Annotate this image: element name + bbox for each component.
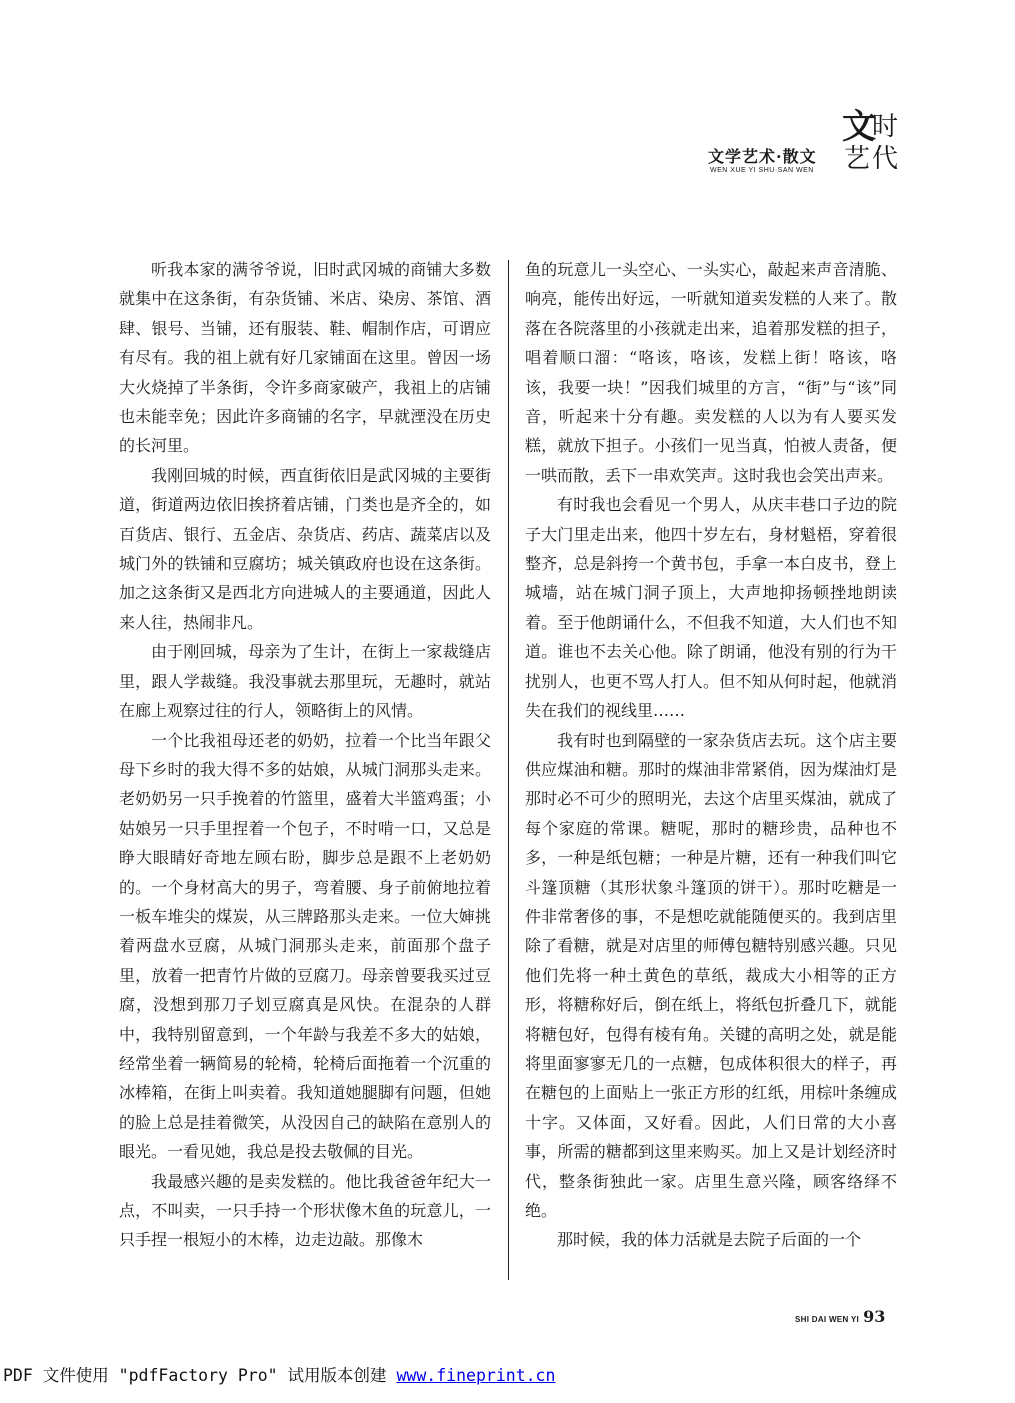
footer-link[interactable]: www.fineprint.cn (396, 1366, 556, 1385)
section-title: 文学艺术·散文 (708, 147, 817, 166)
section-header (700, 107, 910, 180)
paragraph: 我刚回城的时候，西直街依旧是武冈城的主要街道，街道两边依旧挨挤着店铺，门类也是齐全的，如百货店、银行、五金店、杂货店、药店、蔬菜店以及城门外的铁铺和豆腐坊；城关镇政府也设在这条街。加之这条街又是西北方向进城人的主要通道，因此人来人往，热闹非凡。 (119, 465, 491, 632)
section-subtitle: WEN XUE YI SHU·SAN WEN (710, 167, 814, 174)
magazine-logo (842, 107, 902, 176)
folio-label: SHI DAI WEN YI (795, 1315, 860, 1324)
paragraph: 我最感兴趣的是卖发糕的。他比我爸爸年纪大一点，不叫卖，一只手持一个形状像木鱼的玩意儿，一只手捏一根短小的木棒，边走边敲。那像木 (119, 1171, 491, 1250)
paragraph: 有时我也会看见一个男人，从庆丰巷口子边的院子大门里走出来，他四十岁左右，身材魁梧，穿着很整齐，总是斜挎一个黄书包，手拿一本白皮书，登上城墙，站在城门洞子顶上，大声地抑扬顿挫地朗读着。至于他朗诵什么，不但我不知道，大人们也不知道。谁也不去关心他。除了朗诵，他没有别的行为干扰别人，也更不骂人打人。但不知从何时起，他就消失在我们的视线里…… (525, 495, 897, 721)
logo-char-shi: 时 (872, 112, 899, 142)
right-column (525, 255, 897, 1255)
logo-char-dai: 代 (872, 144, 899, 174)
paragraph: 听我本家的满爷爷说，旧时武冈城的商铺大多数就集中在这条街，有杂货铺、米店、染房、茶馆、酒肆、银号、当铺，还有服装、鞋、帽制作店，可谓应有尽有。我的祖上就有好几家铺面在这里。曾因一场大火烧掉了半条街，令许多商家破产，我祖上的店铺也未能幸免；因此许多商铺的名字，早就湮没在历史的长河里。 (119, 260, 491, 456)
paragraph: 一个比我祖母还老的奶奶，拉着一个比当年跟父母下乡时的我大得不多的姑娘，从城门洞那头走来。老奶奶另一只手挽着的竹篮里，盛着大半篮鸡蛋；小姑娘另一只手里捏着一个包子，不时啃一口，又总是睁大眼睛好奇地左顾右盼，脚步总是跟不上老奶奶的。一个身材高大的男子，弯着腰、身子前俯地拉着一板车堆尖的煤炭，从三牌路那头走来。一位大婶挑着两盘水豆腐，从城门洞那头走来，前面那个盘子里，放着一把青竹片做的豆腐刀。母亲曾要我买过豆腐，没想到那刀子划豆腐真是风快。在混杂的人群中，我特别留意到，一个年龄与我差不多大的姑娘，经常坐着一辆简易的轮椅，轮椅后面拖着一个沉重的冰棒箱，在街上叫卖着。我知道她腿脚有问题，但她的脸上总是挂着微笑，从没因自己的缺陷在意别人的眼光。一看见她，我总是投去敬佩的目光。 (119, 730, 491, 1162)
page-number: 93 (863, 1307, 886, 1326)
paragraph: 我有时也到隔壁的一家杂货店去玩。这个店主要供应煤油和糖。那时的煤油非常紧俏，因为煤油灯是那时必不可少的照明光，去这个店里买煤油，就成了每个家庭的常课。糖呢，那时的糖珍贵，品种也不多，一种是纸包糖；一种是片糖，还有一种我们叫它斗篷顶糖（其形状象斗篷顶的饼干）。那时吃糖是一件非常奢侈的事，不是想吃就能随便买的。我到店里除了看糖，就是对店里的师傅包糖特别感兴趣。只见他们先将一种土黄色的草纸，裁成大小相等的正方形，将糖称好后，倒在纸上，将纸包折叠几下，就能将糖包好，包得有棱有角。关键的高明之处，就是能将里面寥寥无几的一点糖，包成体积很大的样子，再在糖包的上面贴上一张正方形的红纸，用棕叶条缠成十字。又体面，又好看。因此，人们日常的大小喜事，所需的糖都到这里来购买。加上又是计划经济时代，整条街独此一家。店里生意兴隆，顾客络绎不绝。 (525, 730, 897, 1220)
page-folio (795, 1307, 885, 1326)
paragraph: 由于刚回城，母亲为了生计，在街上一家裁缝店里，跟人学裁缝。我没事就去那里玩，无趣时，就站在廊上观察过往的行人，领略街上的风情。 (119, 642, 491, 721)
logo-char-yi: 艺 (844, 144, 871, 174)
column-divider (508, 260, 509, 1280)
left-column (119, 255, 491, 1255)
paragraph: 那时候，我的体力活就是去院子后面的一个 (557, 1230, 862, 1250)
logo-char-wen: 文 (842, 107, 876, 147)
paragraph-continued: 鱼的玩意儿一头空心、一头实心，敲起来声音清脆、响亮，能传出好远，一听就知道卖发糕的人来了。散落在各院落里的小孩就走出来，追着那发糕的担子，唱着顺口溜：“咯该，咯该，发糕上街！咯该，咯该，我要一块！”因我们城里的方言，“街”与“该”同音，听起来十分有趣。卖发糕的人以为有人要买发糕，就放下担子。小孩们一见当真，怕被人责备，便一哄而散，丢下一串欢笑声。这时我也会笑出声来。 (525, 260, 897, 485)
pdf-footer (3, 1362, 555, 1386)
footer-text: PDF 文件使用 "pdfFactory Pro" 试用版本创建 (3, 1366, 397, 1385)
